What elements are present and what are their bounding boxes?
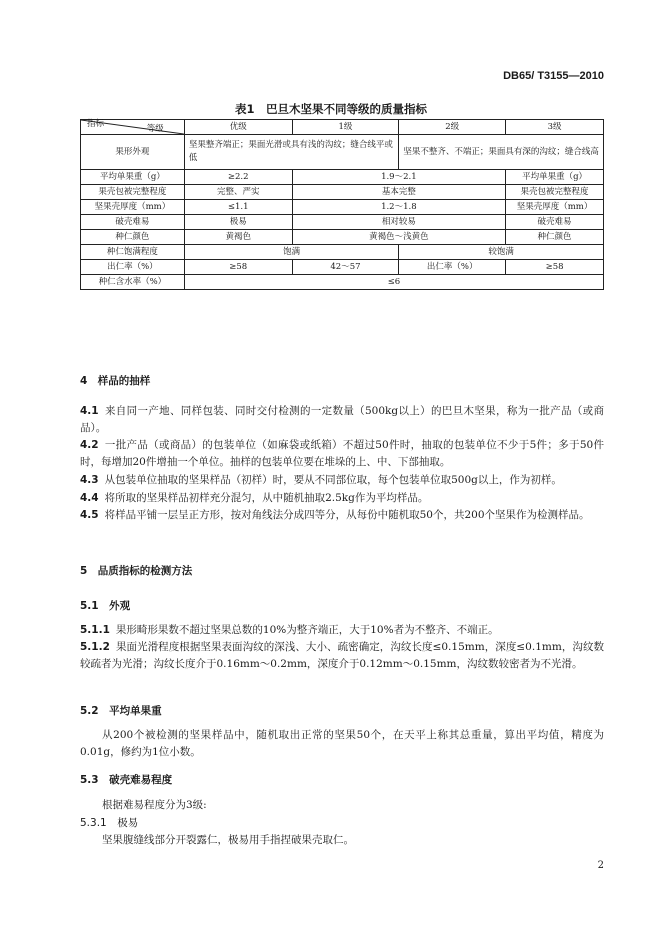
clause-number: 5.1.2 bbox=[80, 641, 110, 653]
clause-number: 4.5 bbox=[80, 509, 99, 521]
row-label: 破壳难易 bbox=[81, 215, 185, 230]
clause-number: 4.2 bbox=[80, 439, 99, 451]
clause-5-1-1 bbox=[80, 622, 604, 639]
table-cell: 出仁率（%） bbox=[399, 260, 506, 275]
clause-text: 一批产品（或商品）的包装单位（如麻袋或纸箱）不超过50件时，抽取的包装单位不少于5件；多于50件时，每增加20件增抽一个单位。抽样的包装单位要在堆垛的上、中、下部抽取。 bbox=[80, 439, 604, 468]
table-cell: 果壳包被完整程度 bbox=[506, 185, 604, 200]
table-cell: ≥58 bbox=[506, 260, 604, 275]
table-cell: 黄褐色 bbox=[184, 230, 292, 245]
clause-4-1 bbox=[80, 403, 604, 437]
table-cell: 种仁颜色 bbox=[506, 230, 604, 245]
table-cell: 破壳难易 bbox=[506, 215, 604, 230]
table-cell: 较饱满 bbox=[399, 245, 604, 260]
paragraph-5-3: 根据难易程度分为3级: bbox=[102, 799, 207, 811]
row-label: 种仁饱满程度 bbox=[81, 245, 185, 260]
row-label: 坚果壳厚度（mm） bbox=[81, 200, 185, 215]
paragraph-5-3-1: 坚果腹缝线部分开裂露仁，极易用手指捏破果壳取仁。 bbox=[102, 834, 354, 846]
page-number: 2 bbox=[597, 860, 604, 871]
clause-number: 4.4 bbox=[80, 492, 99, 504]
table-cell: ≥2.2 bbox=[184, 170, 292, 185]
table-cell: 坚果整齐端正；果面光滑或具有浅的沟纹；缝合线平或低 bbox=[184, 135, 399, 170]
table-cell: ≤1.1 bbox=[184, 200, 292, 215]
clause-4-2 bbox=[80, 437, 604, 471]
table-cell: 坚果壳厚度（mm） bbox=[506, 200, 604, 215]
grade-header: 1级 bbox=[292, 120, 399, 135]
clause-number: 4.1 bbox=[80, 405, 99, 417]
grade-header: 3级 bbox=[506, 120, 604, 135]
section-4-heading: 4 样品的抽样 bbox=[80, 375, 151, 387]
clause-4-4 bbox=[80, 490, 604, 507]
table-cell: 42～57 bbox=[292, 260, 399, 275]
section-5-3-1-heading: 5.3.1 极易 bbox=[80, 817, 139, 829]
clause-text: 果形畸形果数不超过坚果总数的10%为整齐端正，大于10%者为不整齐、不端正。 bbox=[115, 624, 499, 636]
clause-5-1-2 bbox=[80, 639, 604, 673]
table-cell: 平均单果重（g） bbox=[506, 170, 604, 185]
row-label: 果壳包被完整程度 bbox=[81, 185, 185, 200]
diagonal-header-cell bbox=[81, 120, 185, 135]
row-label: 种仁含水率（%） bbox=[81, 275, 185, 290]
paragraph-5-2: 从200个被检测的坚果样品中，随机取出正常的坚果50个，在天平上称其总重量，算出平均值，精度为0.01g，修约为1位小数。 bbox=[80, 729, 604, 758]
section-5-2-heading: 5.2 平均单果重 bbox=[80, 705, 162, 717]
row-label: 出仁率（%） bbox=[81, 260, 185, 275]
diag-index-label: 指标 bbox=[87, 119, 105, 129]
section-5-1-heading: 5.1 外观 bbox=[80, 600, 131, 612]
clause-4-5 bbox=[80, 507, 604, 524]
table-cell: 黄褐色～浅黄色 bbox=[292, 230, 506, 245]
clause-4-3 bbox=[80, 472, 604, 489]
table-cell: ≥58 bbox=[184, 260, 292, 275]
table-cell: 完整、严实 bbox=[184, 185, 292, 200]
clause-number: 5.1.1 bbox=[80, 624, 110, 636]
diag-grade-label: 等级 bbox=[146, 124, 164, 134]
table-cell: 相对较易 bbox=[292, 215, 506, 230]
clause-text: 将所取的坚果样品初样充分混匀，从中随机抽取2.5kg作为平均样品。 bbox=[104, 492, 429, 504]
grade-header: 2级 bbox=[399, 120, 506, 135]
table-cell: ≤6 bbox=[184, 275, 603, 290]
table-cell: 1.9～2.1 bbox=[292, 170, 506, 185]
row-label: 种仁颜色 bbox=[81, 230, 185, 245]
clause-text: 来自同一产地、同样包装、同时交付检测的一定数量（500kg以上）的巴旦木坚果，称为一批产品（或商品）。 bbox=[80, 405, 604, 434]
section-5-heading: 5 品质指标的检测方法 bbox=[80, 565, 193, 577]
clause-text: 将样品平铺一层呈正方形，按对角线法分成四等分，从每份中随机取50个，共200个坚果作为检测样品。 bbox=[104, 509, 590, 521]
table-cell: 1.2～1.8 bbox=[292, 200, 506, 215]
row-label: 平均单果重（g） bbox=[81, 170, 185, 185]
clause-text: 果面光滑程度根据坚果表面沟纹的深浅、大小、疏密确定，沟纹长度≤0.15mm，深度≤0.1mm，沟纹数较疏者为光滑；沟纹长度介于0.16mm～0.2mm，深度介于0.12mm～0.15mm，沟纹数较密者为不光滑。 bbox=[80, 641, 604, 670]
clause-text: 从包装单位抽取的坚果样品（初样）时，要从不同部位取，每个包装单位取500g以上，作为初样。 bbox=[104, 474, 562, 486]
clause-number: 4.3 bbox=[80, 474, 99, 486]
table-cell: 极易 bbox=[184, 215, 292, 230]
row-label: 果形外观 bbox=[81, 135, 185, 170]
table-title: 表1 巴旦木坚果不同等级的质量指标 bbox=[235, 102, 427, 116]
standard-code: DB65/ T3155—2010 bbox=[503, 70, 604, 82]
section-5-3-heading: 5.3 破壳难易程度 bbox=[80, 774, 173, 786]
grade-header: 优级 bbox=[184, 120, 292, 135]
table-cell: 基本完整 bbox=[292, 185, 506, 200]
table-cell: 饱满 bbox=[184, 245, 399, 260]
quality-table bbox=[80, 119, 604, 290]
table-cell: 坚果不整齐、不端正；果面具有深的沟纹；缝合线高 bbox=[399, 135, 604, 170]
